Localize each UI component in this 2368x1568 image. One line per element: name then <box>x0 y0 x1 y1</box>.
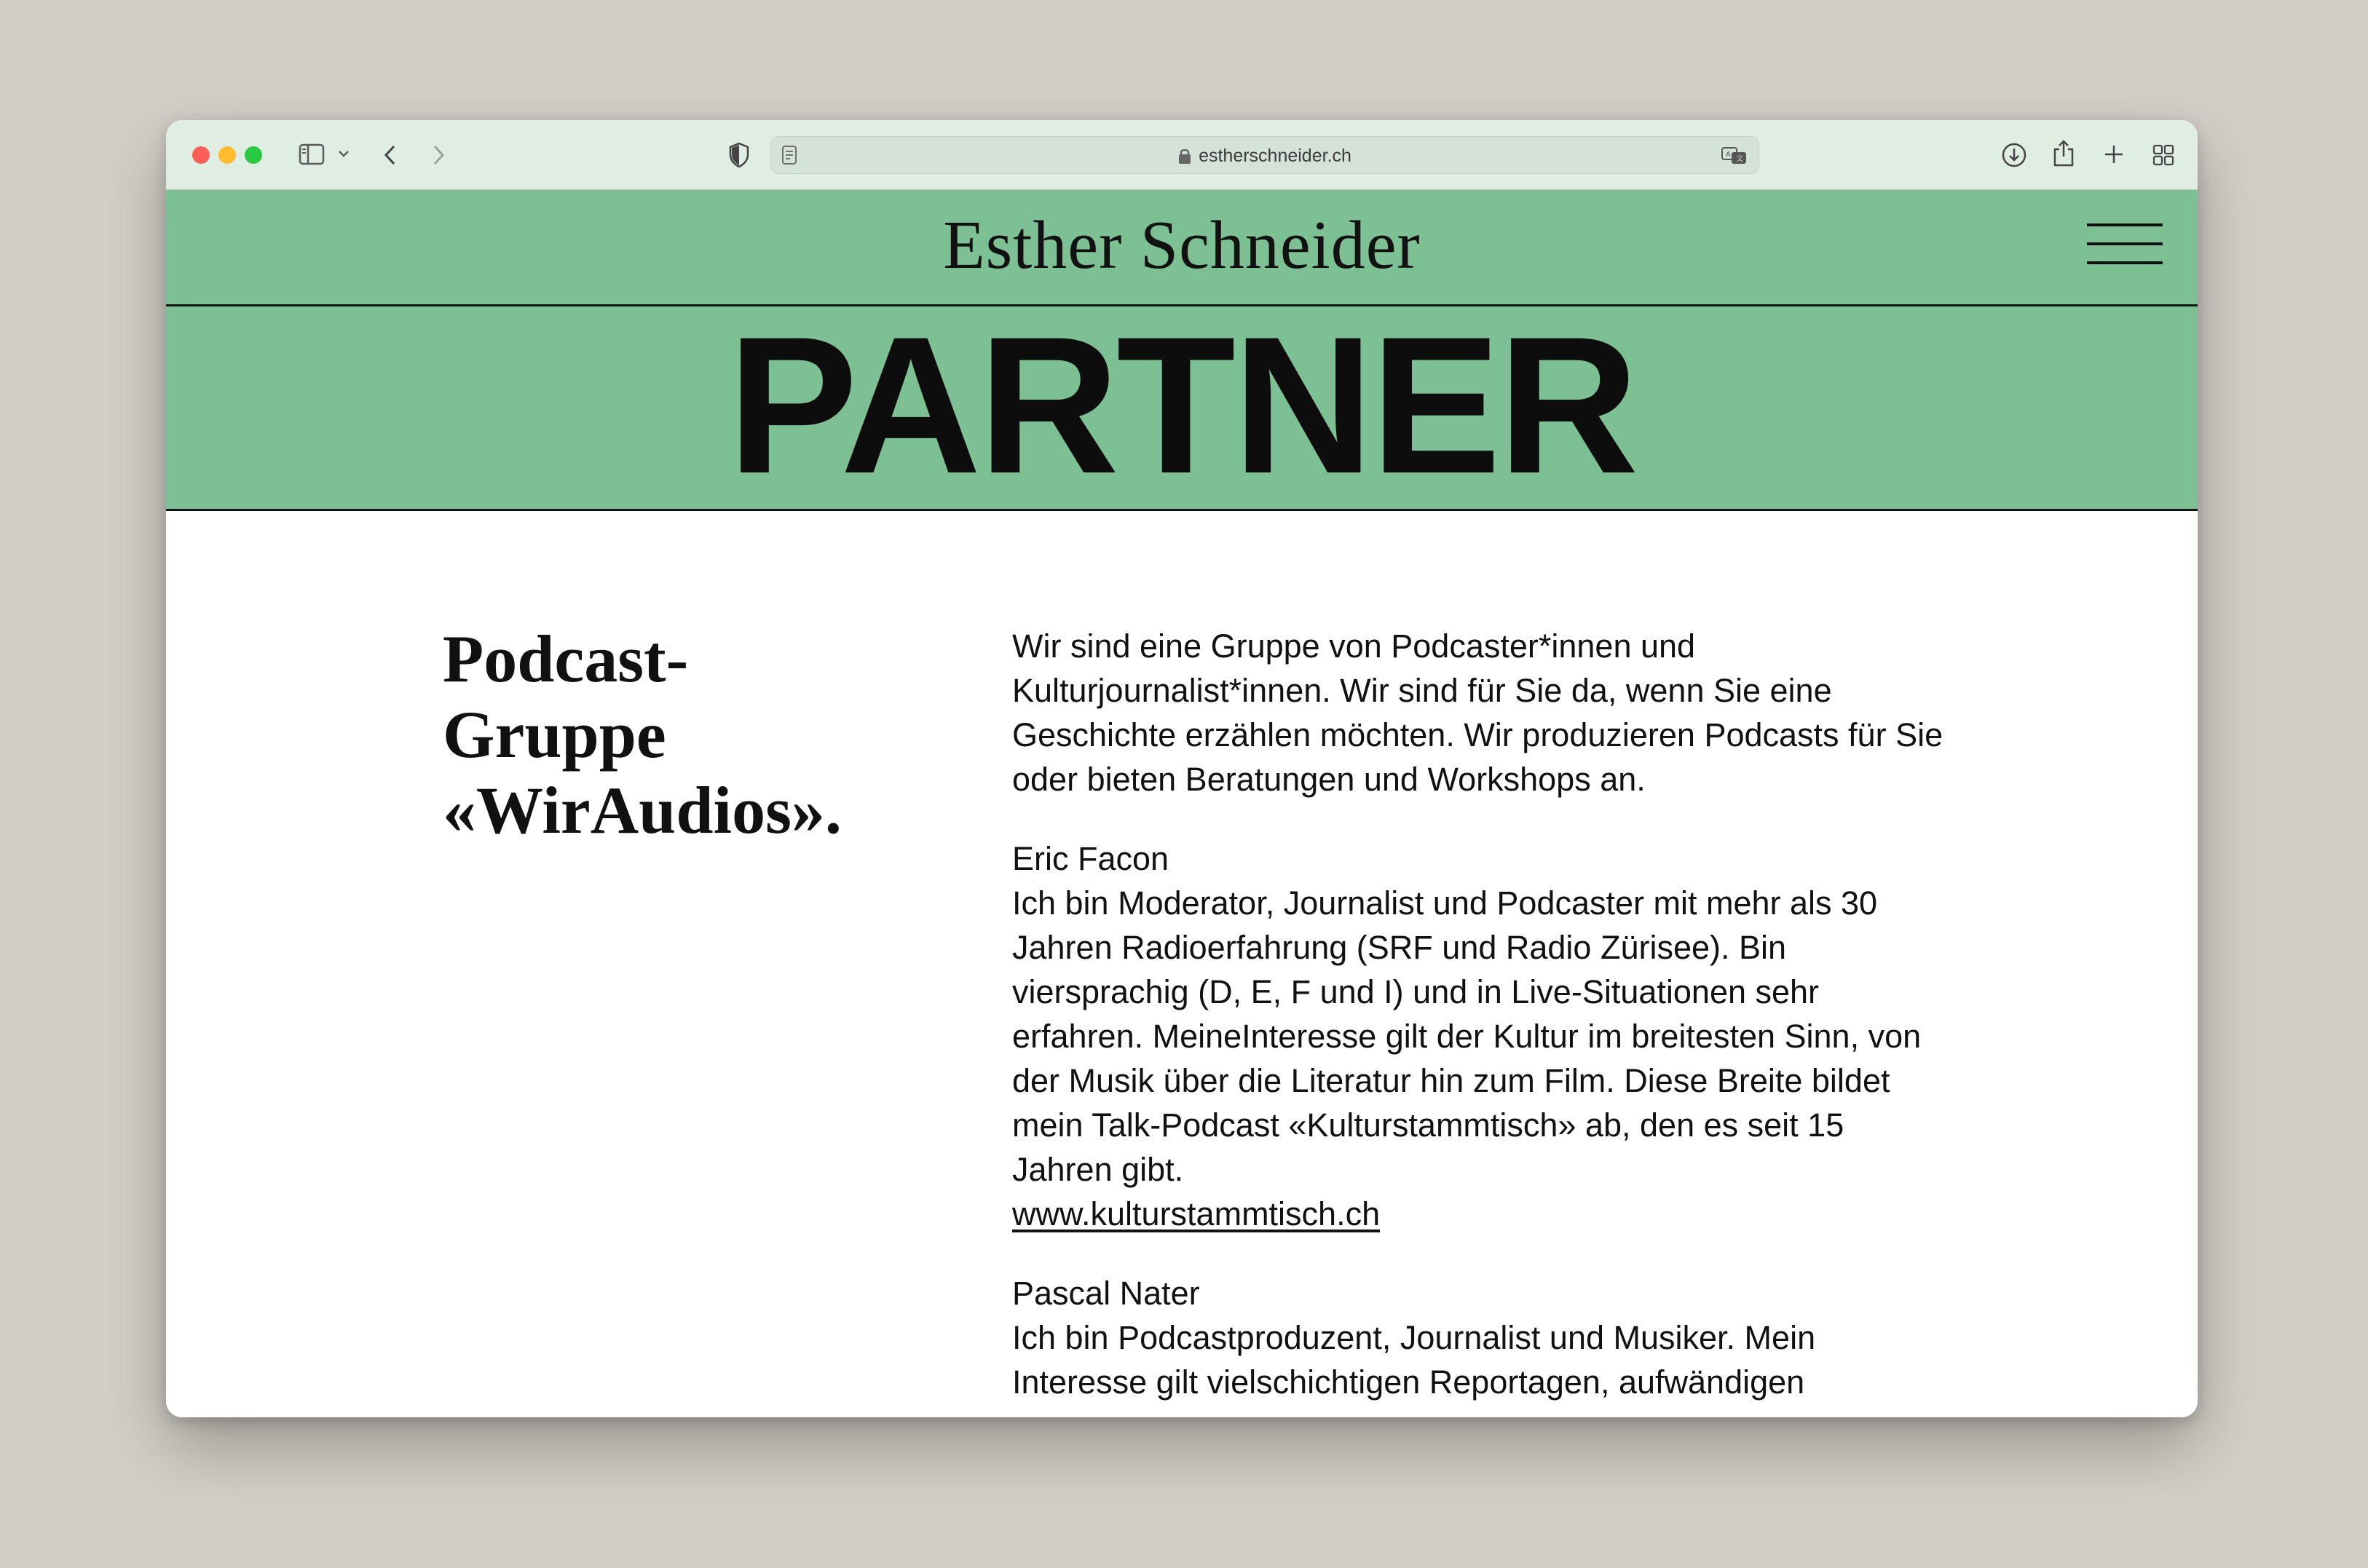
section-heading: Podcast-Gruppe «WirAudios». <box>443 622 842 847</box>
zoom-window-button[interactable] <box>245 146 262 164</box>
lock-icon <box>1178 147 1191 165</box>
hero-banner <box>166 306 2198 511</box>
member-website-link[interactable]: www.kulturstammtisch.ch <box>1012 1195 1381 1232</box>
member-bio: Ich bin Podcastproduzent, Journalist und Musiker. Mein Interesse gilt vielschichtigen Reportagen, aufwändigen <box>1012 1319 1816 1401</box>
member-entry <box>1012 1271 1951 1404</box>
page-title: PARTNER <box>727 306 1636 511</box>
intro-paragraph: Wir sind eine Gruppe von Podcaster*innen und Kulturjournalist*innen. Wir sind für Sie da, wenn Sie eine Geschichte erzählen möchten. Wir produzieren Podcasts für Sie oder bieten Beratungen und Workshops an. <box>1012 627 1943 798</box>
translate-icon[interactable] <box>1721 146 1748 166</box>
sidebar-toggle-icon[interactable] <box>299 143 325 165</box>
main-content <box>166 513 2198 1417</box>
member-bio: Ich bin Moderator, Journalist und Podcaster mit mehr als 30 Jahren Radioerfahrung (SRF und Radio Zürisee). Bin viersprachig (D, E, F und I) und in Live-Situationen sehr erfahren. MeineInteresse gilt der Kultur im breitesten Sinn, von der Musik über die Literatur hin zum Film. Diese Breite bildet mein Talk-Podcast «Kulturstammtisch» ab, den es seit 15 Jahren gibt. <box>1012 884 1922 1188</box>
new-tab-icon[interactable] <box>2103 143 2125 165</box>
share-icon[interactable] <box>2052 139 2075 168</box>
url-text: estherschneider.ch <box>1199 145 1351 166</box>
close-window-button[interactable] <box>192 146 210 164</box>
download-icon[interactable] <box>2001 142 2027 168</box>
member-name: Pascal Nater <box>1012 1275 1200 1312</box>
forward-icon[interactable] <box>431 143 446 167</box>
browser-toolbar <box>166 120 2198 190</box>
browser-window <box>166 120 2198 1417</box>
member-entry <box>1012 836 1951 1236</box>
member-name: Eric Facon <box>1012 840 1169 877</box>
text-column <box>1012 624 1951 1417</box>
privacy-shield-icon[interactable] <box>728 142 750 168</box>
minimize-window-button[interactable] <box>218 146 236 164</box>
site-header <box>166 190 2198 306</box>
svg-text:A: A <box>1726 151 1731 159</box>
chevron-down-icon[interactable] <box>338 149 350 158</box>
menu-icon[interactable] <box>2087 223 2163 266</box>
address-bar[interactable] <box>770 136 1759 174</box>
svg-text:文: 文 <box>1736 155 1743 163</box>
back-icon[interactable] <box>383 143 398 167</box>
tab-overview-icon[interactable] <box>2152 143 2175 167</box>
site-title[interactable]: Esther Schneider <box>943 207 1421 283</box>
